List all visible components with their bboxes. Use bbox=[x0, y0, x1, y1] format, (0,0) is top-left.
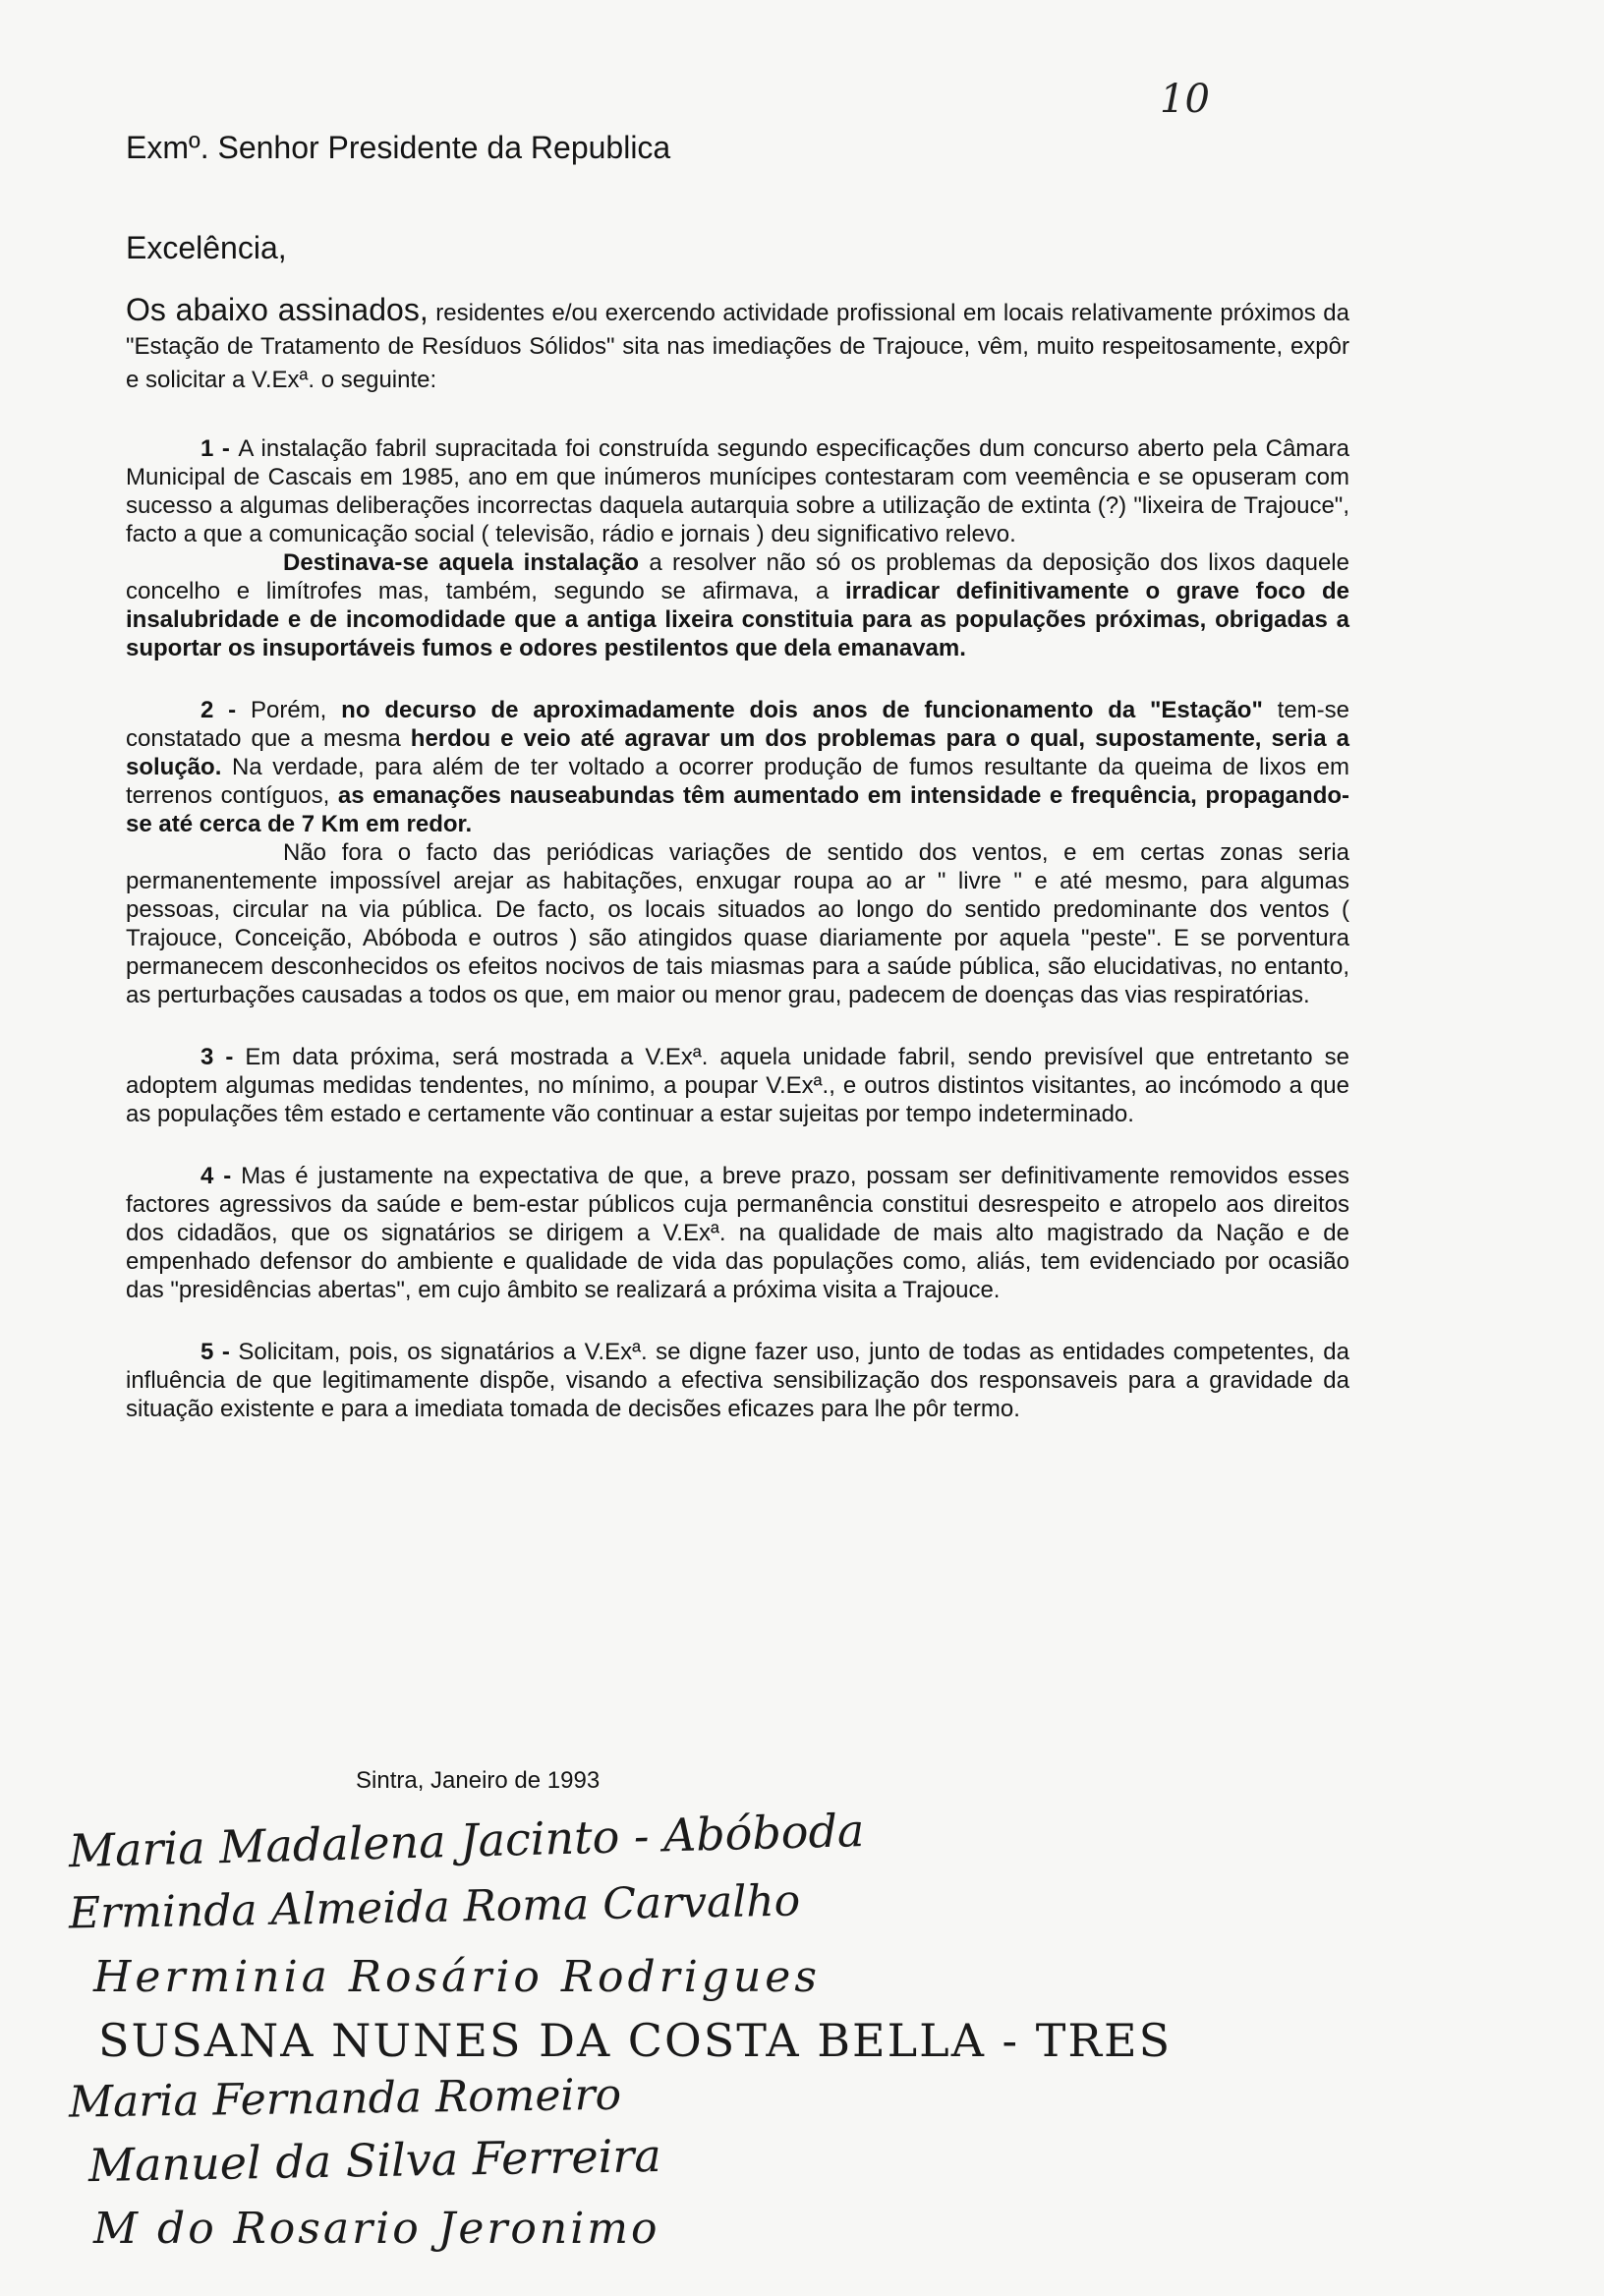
signature: Erminda Almeida Roma Carvalho bbox=[68, 1875, 801, 1939]
paragraph-1 bbox=[126, 434, 1349, 548]
signature: Maria Madalena Jacinto - Abóboda bbox=[68, 1804, 866, 1878]
paragraph-2b: Não fora o facto das periódicas variações de sentido dos ventos, e em certas zonas seria permanentemente impossível arejar as habitações, enxugar roupa ao ar " livre " e até mesmo, para algumas pessoas, circular na via pública. De facto, os locais situados ao longo do sentido predominante dos ventos ( Trajouce, Conceição, Abóboda e outros ) são atingidos quase diariamente por aquela "peste". E se porventura permanecem desconhecidos os efeitos nocivos de tais miasmas para a saúde pública, são elucidativas, no entanto, as perturbações causadas a todos os que, em maior ou menor grau, padecem de doenças das vias respiratórias. bbox=[126, 839, 1349, 1008]
intro-lead: Os abaixo assinados, bbox=[126, 292, 429, 327]
letter-address: Exmº. Senhor Presidente da Republica bbox=[126, 130, 671, 165]
bold-text: no decurso de aproximadamente dois anos de funcionamento da "Estação" bbox=[341, 697, 1263, 723]
signature: Herminia Rosário Rodrigues bbox=[93, 1952, 821, 2002]
bold-text: Destinava-se aquela instalação bbox=[283, 549, 640, 576]
paragraph-number: 3 - bbox=[200, 1044, 246, 1070]
signature: Maria Fernanda Romeiro bbox=[68, 2069, 622, 2128]
bold-text: herdou e veio até agravar um dos problemas para o qual, supostamente, seria a solução. bbox=[126, 725, 1349, 780]
intro-text: residentes e/ou exercendo actividade profissional em locais relativamente próximos da "Estação de Tratamento de Resíduos Sólidos" sita nas imediações de Trajouce, vêm, muito respeitosamente, expôr e solicitar a V.Exª. o seguinte: bbox=[126, 300, 1349, 393]
bold-text: as emanações nauseabundas têm aumentado em intensidade e frequência, propagando-se até cerca de 7 Km em redor. bbox=[126, 782, 1350, 837]
signature: SUSANA NUNES DA COSTA BELLA - TRES bbox=[98, 2014, 1173, 2067]
signature: Manuel da Silva Ferreira bbox=[87, 2128, 662, 2193]
signature-list bbox=[39, 1804, 1219, 2261]
paragraph-text: A instalação fabril supracitada foi construída segundo especificações dum concurso aberto pela Câmara Municipal de Cascais em 1985, ano em que inúmeros munícipes contestaram com veemência e se opuseram com sucesso a algumas deliberações incorrectas daquela autarquia sobre a utilização de extinta (?) "lixeira de Trajouce", facto a que a comunicação social ( televisão, rádio e jornais ) deu significativo relevo. bbox=[126, 435, 1349, 547]
bold-text: irradicar definitivamente o grave foco de insalubridade e de incomodidade que a antiga lixeira constituia para as populações próximas, obrigadas a suportar os insuportáveis fumos e odores pestilentos que dela emanavam. bbox=[126, 578, 1350, 661]
paragraph-text: Em data próxima, será mostrada a V.Exª. aquela unidade fabril, sendo previsível que entretanto se adoptem algumas medidas tendentes, no mínimo, a poupar V.Exª., e outros distintos visitantes, ao incómodo a que as populações têm estado e certamente vão continuar a estar sujeitas por tempo indeterminado. bbox=[126, 1044, 1349, 1127]
page-number: 10 bbox=[1160, 77, 1210, 122]
paragraph-number: 2 - bbox=[200, 697, 251, 723]
paragraph-text: Solicitam, pois, os signatários a V.Exª. se digne fazer uso, junto de todas as entidades competentes, da influência de que legitimamente dispõe, visando a efectiva sensibilização dos responsaveis para a gravidade da situação existente e para a imediata tomada de decisões eficazes para lhe pôr termo. bbox=[126, 1339, 1349, 1422]
paragraph-3 bbox=[126, 1043, 1349, 1128]
signature: M do Rosario Jeronimo bbox=[93, 2204, 660, 2254]
paragraph-4 bbox=[126, 1162, 1349, 1304]
paragraph-number: 4 - bbox=[200, 1163, 242, 1189]
paragraph-2: 2 - Porém, no decurso de aproximadamente dois anos de funcionamento da "Estação" tem-se constatado que a mesma herdou e veio até agravar um dos problemas para o qual, supostamente, seria a solução. Na verdade, para além de ter voltado a ocorrer produção de fumos resultante da queima de lixos em terrenos contíguos, as emanações nauseabundas têm aumentado em intensidade e frequência, propagando-se até cerca de 7 Km em redor. bbox=[126, 697, 1350, 837]
letter-body bbox=[126, 434, 1349, 1457]
paragraph-text: Mas é justamente na expectativa de que, a breve prazo, possam ser definitivamente removidos esses factores agressivos da saúde e bem-estar públicos cuja permanência constitui desrespeito e atropelo aos direitos dos cidadãos, que os signatários se dirigem a V.Exª. na qualidade de mais alto magistrado da Nação e de empenhado defensor do ambiente e qualidade de vida das populações como, aliás, tem evidenciado por ocasião das "presidências abertas", em cujo âmbito se realizará a próxima visita a Trajouce. bbox=[126, 1163, 1349, 1303]
intro-paragraph bbox=[126, 293, 1349, 397]
paragraph-number: 1 - bbox=[200, 435, 239, 462]
paragraph-5 bbox=[126, 1338, 1349, 1423]
paragraph-1b: Destinava-se aquela instalação a resolver não só os problemas da deposição dos lixos daquele concelho e limítrofes mas, também, segundo se afirmava, a irradicar definitivamente o grave foco de insalubridade e de incomodidade que a antiga lixeira constituia para as populações próximas, obrigadas a suportar os insuportáveis fumos e odores pestilentos que dela emanavam. bbox=[126, 549, 1350, 661]
letter-salutation: Excelência, bbox=[126, 230, 287, 265]
paragraph-number: 5 - bbox=[200, 1339, 239, 1365]
place-date: Sintra, Janeiro de 1993 bbox=[356, 1767, 601, 1794]
